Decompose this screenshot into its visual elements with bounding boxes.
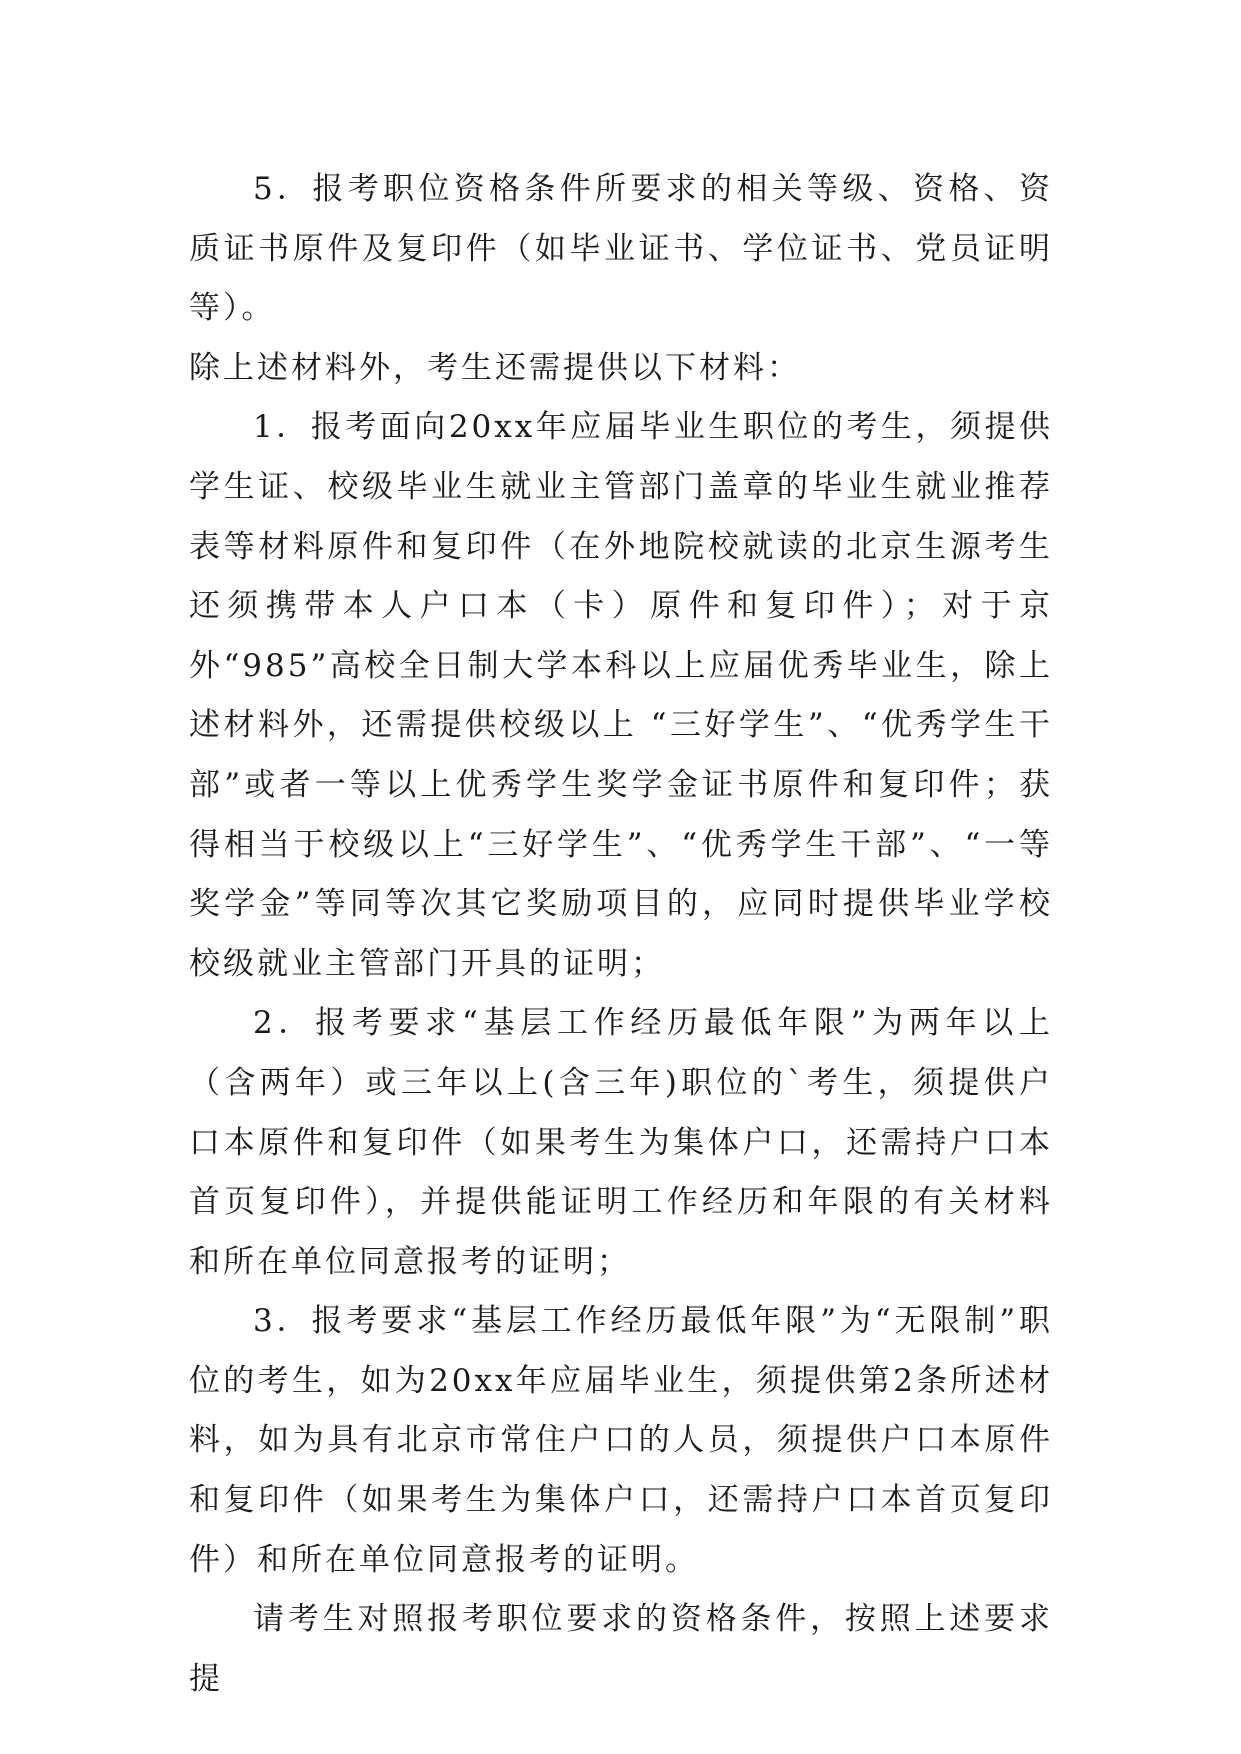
paragraph-item-2-work-experience: 2．报考要求“基层工作经历最低年限”为两年以上（含两年）或三年以上(含三年)职位的`考生，须提供户口本原件和复印件（如果考生为集体户口，还需持户口本首页复印件），并提供能证明工作经历和年限的有关材料和所在单位同意报考的证明； <box>189 1005 1053 1280</box>
paragraph-item-5-certificates: 5．报考职位资格条件所要求的相关等级、资格、资质证书原件及复印件（如毕业证书、学位证书、党员证明等）。 <box>189 171 1053 327</box>
paragraph-closing-instruction: 请考生对照报考职位要求的资格条件，按照上述要求提 <box>189 1601 1053 1697</box>
document-body <box>189 160 1053 1709</box>
paragraph-additional-materials-intro: 除上述材料外，考生还需提供以下材料： <box>189 349 801 386</box>
paragraph-item-1-graduates: 1．报考面向20xx年应届毕业生职位的考生，须提供学生证、校级毕业生就业主管部门盖章的毕业生就业推荐表等材料原件和复印件（在外地院校就读的北京生源考生还须携带本人户口本（卡）原件和复印件）；对于京外“985”高校全日制大学本科以上应届优秀毕业生，除上述材料外，还需提供校级以上 “三好学生”、“优秀学生干部”或者一等以上优秀学生奖学金证书原件和复印件；获得相当于校级以上“三好学生”、“优秀学生干部”、“一等奖学金”等同等次其它奖励项目的，应同时提供毕业学校校级就业主管部门开具的证明； <box>189 409 1053 982</box>
paragraph-item-3-unrestricted: 3．报考要求“基层工作经历最低年限”为“无限制”职位的考生，如为20xx年应届毕业生，须提供第2条所述材料，如为具有北京市常住户口的人员，须提供户口本原件和复印件（如果考生为集体户口，还需持户口本首页复印件）和所在单位同意报考的证明。 <box>189 1303 1053 1578</box>
